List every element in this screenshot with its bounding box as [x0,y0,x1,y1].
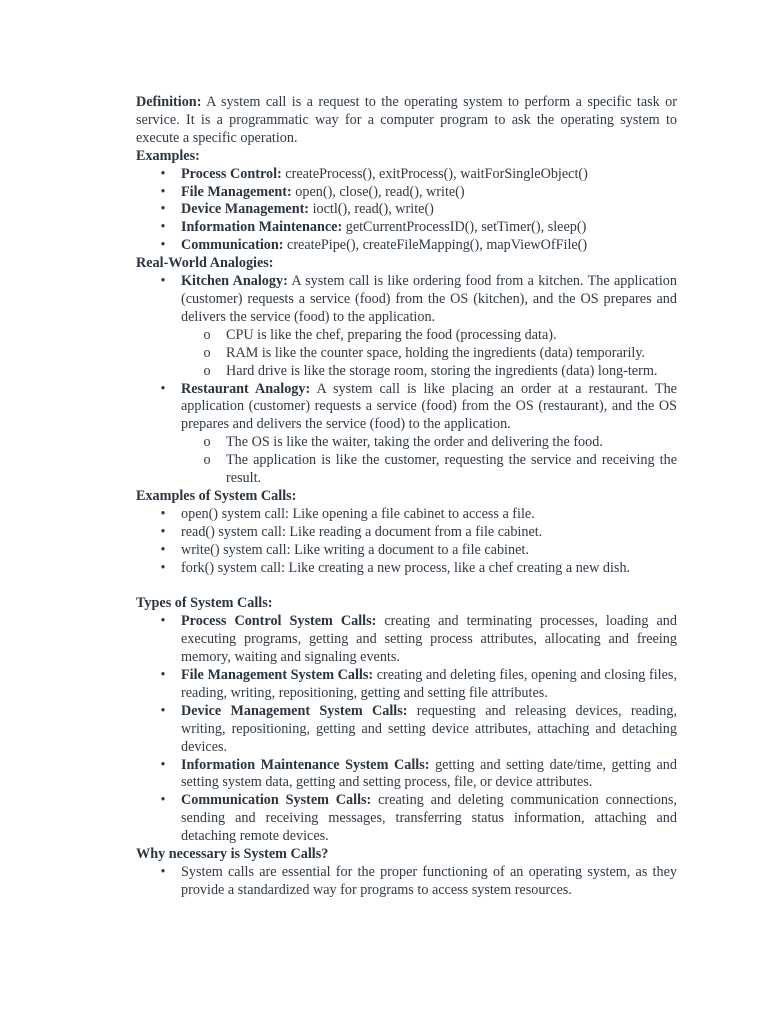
kitchen-analogy-item: • Kitchen Analogy: A system call is like ordering food from a kitchen. The application (customer) requests a service (food) from the OS (kitchen), and the OS prepares and delivers the service (food) to the application. o CPU is like the chef, preparing the food (processing data). o RAM is like the counter space, holding the ingredients (data) temporarily. o Hard drive is like the storage room, storing the ingredients (data) long-term. [160,273,677,379]
bullet-icon: • [160,505,166,522]
bullet-icon: • [160,613,166,630]
bullet-icon: • [160,219,166,236]
list-item: • Information Maintenance System Calls: getting and setting date/time, getting and setting system data, getting and setting process, file, or device attributes. [160,756,677,791]
examples-calls-list [136,506,677,578]
bullet-icon: • [160,863,166,880]
bullet-icon: • [160,792,166,809]
document-page [136,94,677,900]
definition-paragraph [136,94,677,148]
bullet-icon: • [160,702,166,719]
list-item: • open() system call: Like opening a file cabinet to access a file. [160,505,535,522]
bullet-icon: • [160,559,166,576]
list-item: • File Management System Calls: creating and deleting files, opening and closing files, reading, writing, repositioning, getting and setting file attributes. [160,666,677,701]
definition-text: A system call is a request to the operating system to perform a specific task or service. It is a programmatic way for a computer program to ask the operating system to execute a specific operation. [136,94,677,146]
types-list [136,613,677,846]
list-item: • Device Management System Calls: requesting and releasing devices, reading, writing, repositioning, getting and setting device attributes, attaching and detaching devices. [160,702,678,755]
list-item: • Information Maintenance: getCurrentProcessID(), setTimer(), sleep() [160,219,587,236]
list-item: • System calls are essential for the proper functioning of an operating system, as they provide a standardized way for programs to access system resources. [160,863,677,898]
list-item: • Communication System Calls: creating and deleting communication connections, sending and receiving messages, transferring status information, attaching and detaching remote devices. [160,792,677,845]
list-item: • Process Control System Calls: creating and terminating processes, loading and executing programs, getting and setting process attributes, allocating and freeing memory, waiting and signaling events. [160,613,677,666]
circle-bullet-icon: o [203,434,211,451]
kitchen-subitems [181,327,677,381]
circle-bullet-icon: o [203,344,211,361]
sub-list-item: o RAM is like the counter space, holding the ingredients (data) temporarily. [203,344,646,361]
definition-label: Definition: [136,94,202,110]
why-heading: Why necessary is System Calls? [136,846,329,863]
list-item: • read() system call: Like reading a document from a file cabinet. [160,523,543,540]
examples-calls-heading: Examples of System Calls: [136,487,297,504]
list-item: • File Management: open(), close(), read(), write() [160,183,465,200]
bullet-icon: • [160,165,166,182]
list-item: • fork() system call: Like creating a new process, like a chef creating a new dish. [160,559,631,576]
why-list [136,864,677,900]
list-item: • Device Management: ioctl(), read(), write() [160,201,434,218]
examples-list [136,166,677,256]
bullet-icon: • [160,273,166,290]
sub-list-item: o The OS is like the waiter, taking the order and delivering the food. [203,434,603,451]
types-heading: Types of System Calls: [136,595,273,612]
sub-list-item: o Hard drive is like the storage room, storing the ingredients (data) long-term. [203,362,658,379]
analogies-list [136,273,677,488]
bullet-icon: • [160,183,166,200]
circle-bullet-icon: o [203,452,211,469]
sub-list-item: o CPU is like the chef, preparing the food (processing data). [203,326,557,343]
restaurant-analogy-item: • Restaurant Analogy: A system call is like placing an order at a restaurant. The application (customer) requests a service (food) from the OS (restaurant), and the OS prepares and delivers the service (food) to the application. o The OS is like the waiter, taking the order and delivering the food. o The application is like the customer, requesting the service and receiving the result. [160,380,677,487]
examples-heading: Examples: [136,147,200,164]
bullet-icon: • [160,541,166,558]
list-item: • Communication: createPipe(), createFileMapping(), mapViewOfFile() [160,237,588,254]
bullet-icon: • [160,756,166,773]
restaurant-subitems [181,434,677,488]
bullet-icon: • [160,237,166,254]
bullet-icon: • [160,380,166,397]
circle-bullet-icon: o [203,326,211,343]
sub-list-item: o The application is like the customer, requesting the service and receiving the result. [203,452,677,487]
blank-line [136,577,677,595]
analogies-heading: Real-World Analogies: [136,255,274,272]
bullet-icon: • [160,523,166,540]
circle-bullet-icon: o [203,362,211,379]
bullet-icon: • [160,666,166,683]
list-item: • write() system call: Like writing a document to a file cabinet. [160,541,529,558]
bullet-icon: • [160,201,166,218]
list-item: • Process Control: createProcess(), exitProcess(), waitForSingleObject() [160,165,588,182]
